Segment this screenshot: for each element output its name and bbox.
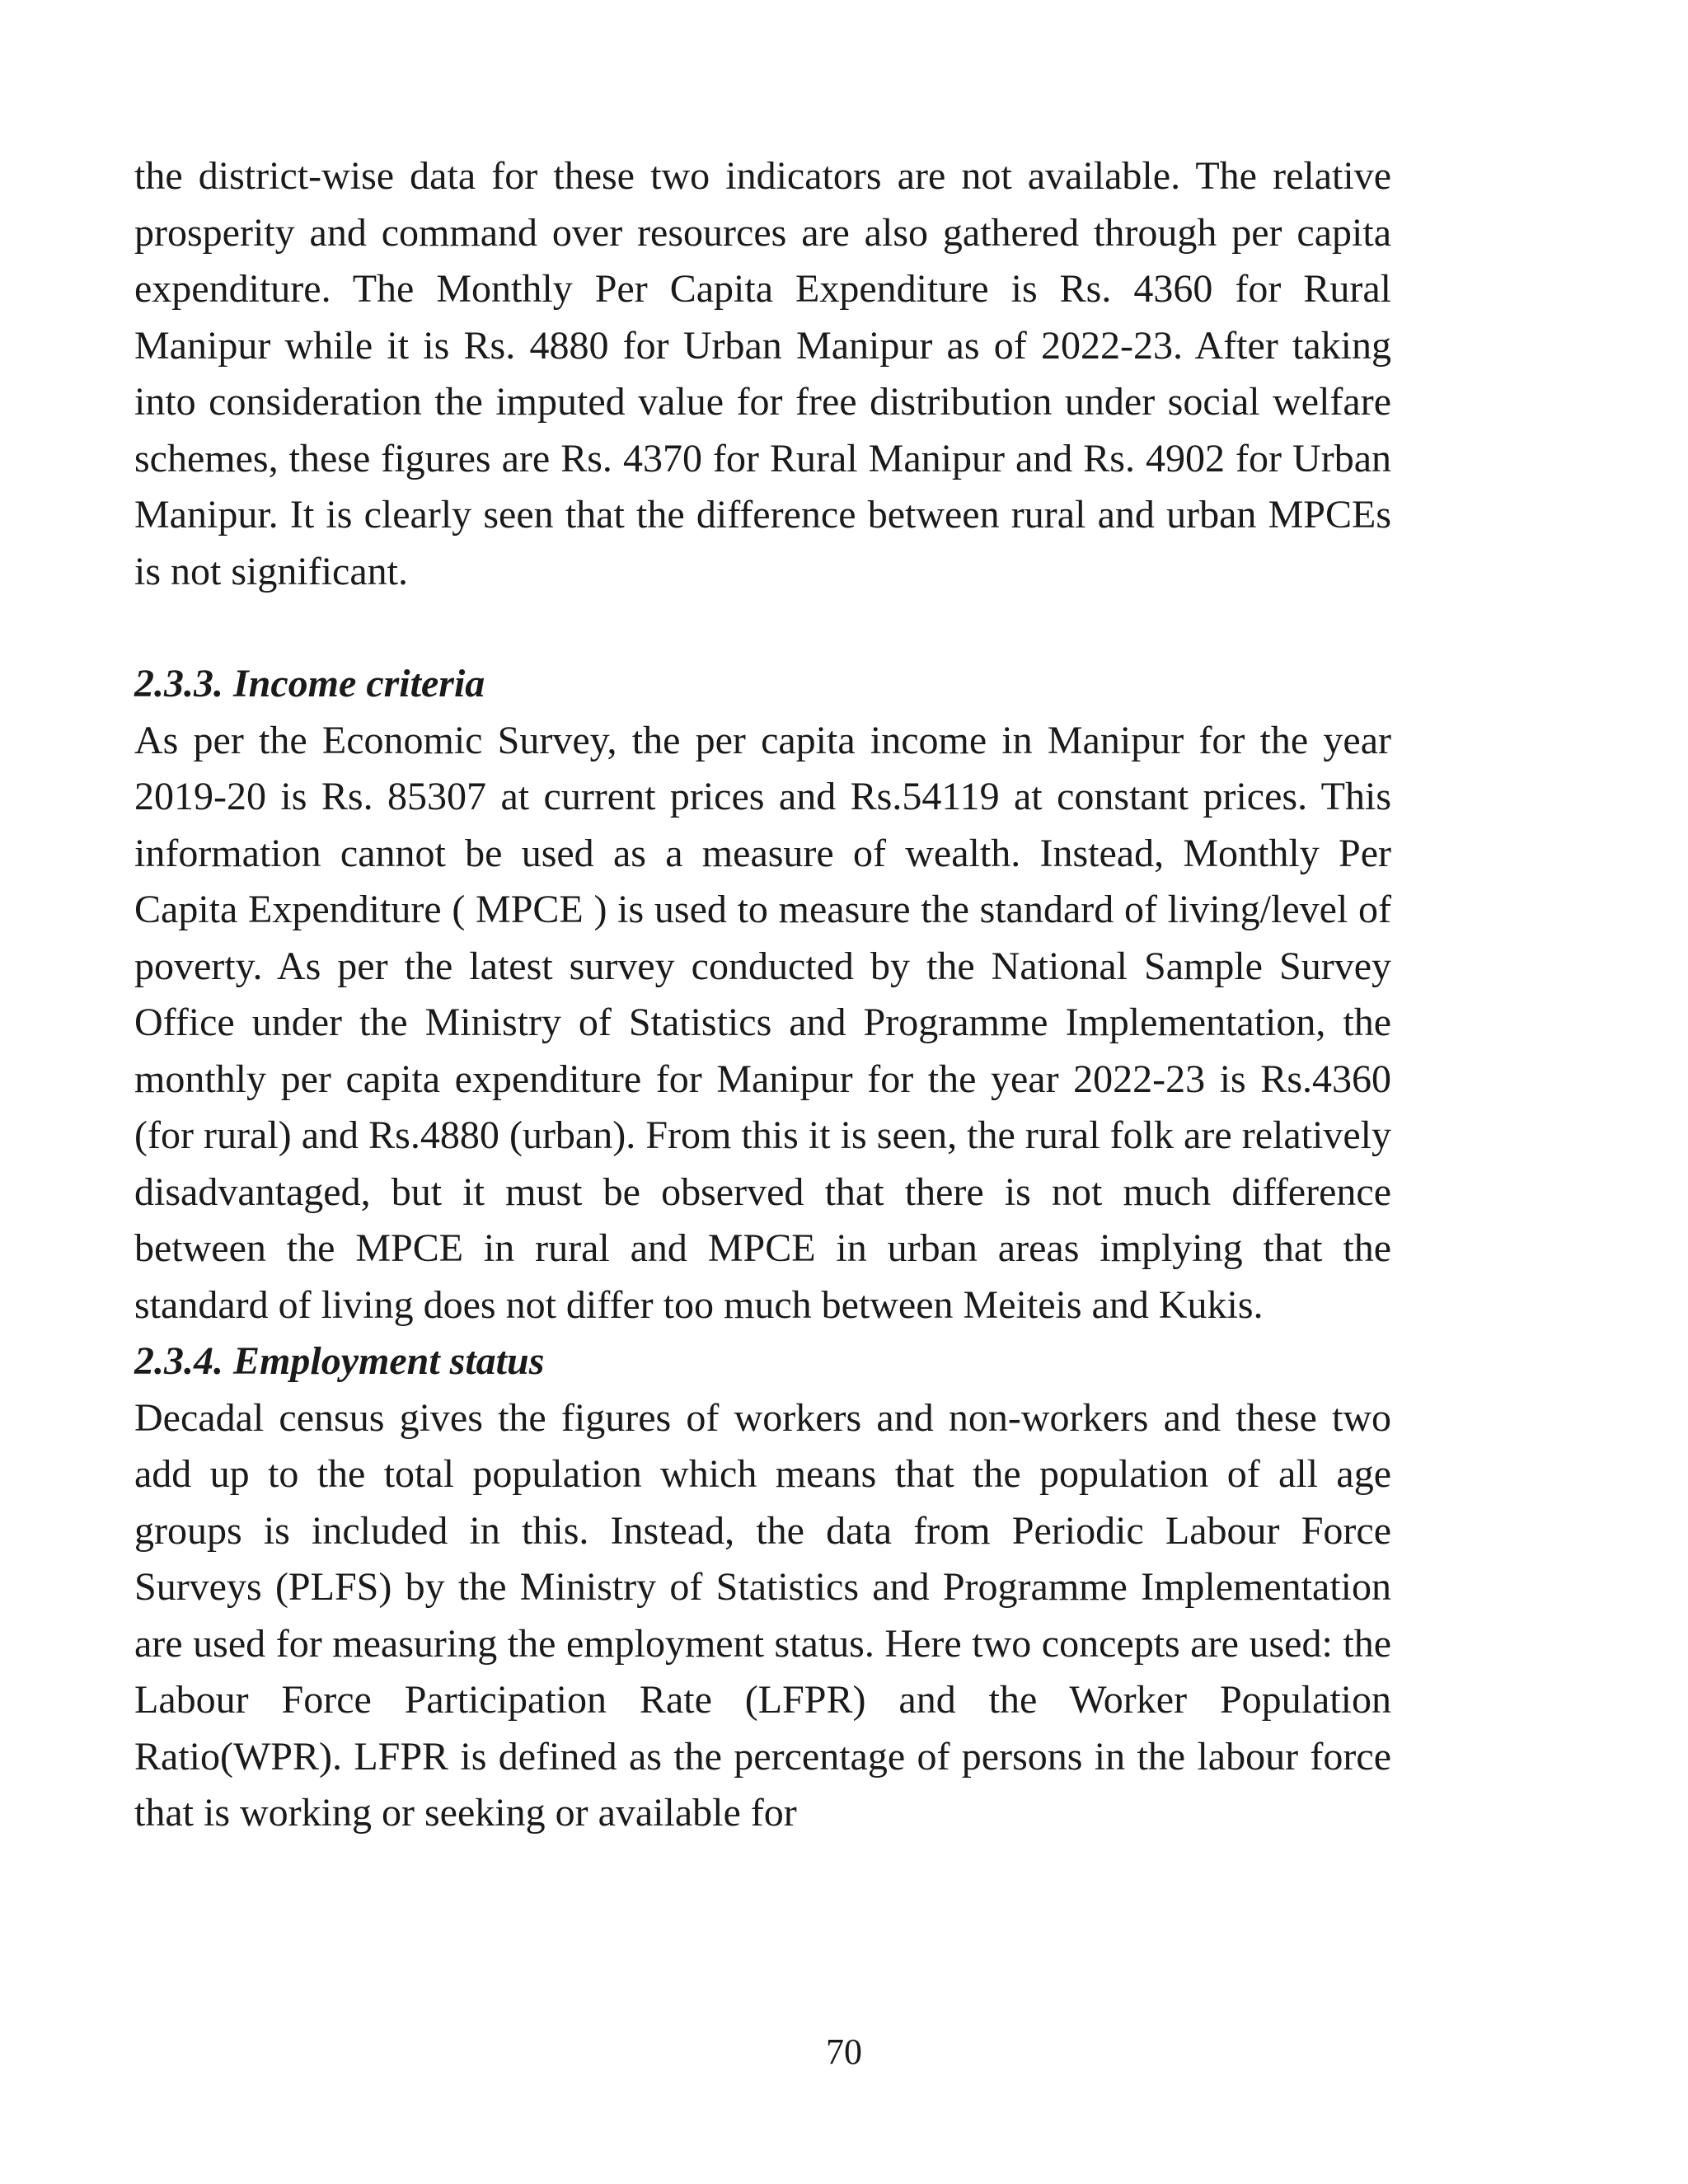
section-heading-employment-status: 2.3.4. Employment status (134, 1339, 545, 1383)
section-heading-income-criteria: 2.3.3. Income criteria (134, 662, 485, 705)
paragraph-income-criteria: As per the Economic Survey, the per capita income in Manipur for the year 2019-20 is Rs. 85307 at current prices and Rs.54119 at constant prices. This information cannot be used as a measure of wealth. Instead, Monthly Per Capita Expenditure ( MPCE ) is used to measure the standard of living/level of poverty. As per the latest survey conducted by the National Sample Survey Office under the Ministry of Statistics and Programme Implementation, the monthly per capita expenditure for Manipur for the year 2022-23 is Rs.4360 (for rural) and Rs.4880 (urban). From this it is seen, the rural folk are relatively disadvantaged, but it must be observed that there is not much difference between the MPCE in rural and MPCE in urban areas implying that the standard of living does not differ too much between Meiteis and Kukis. (134, 718, 1391, 1327)
page-number: 70 (826, 2032, 862, 2072)
paragraph-expenditure: the district-wise data for these two indicators are not available. The relative prosperity and command over resources are also gathered through per capita expenditure. The Monthly Per Capita Expenditure is Rs. 4360 for Rural Manipur while it is Rs. 4880 for Urban Manipur as of 2022-23. After taking into consideration the imputed value for free distribution under social welfare schemes, these figures are Rs. 4370 for Rural Manipur and Rs. 4902 for Urban Manipur. It is clearly seen that the difference between rural and urban MPCEs is not significant. (134, 154, 1391, 593)
page-body (134, 148, 1391, 1842)
paragraph-employment-status: Decadal census gives the figures of workers and non-workers and these two add up to the total population which means that the population of all age groups is included in this. Instead, the data from Periodic Labour Force Surveys (PLFS) by the Ministry of Statistics and Programme Implementation are used for measuring the employment status. Here two concepts are used: the Labour Force Participation Rate (LFPR) and the Worker Population Ratio(WPR). LFPR is defined as the percentage of persons in the labour force that is working or seeking or available for (134, 1395, 1391, 1835)
